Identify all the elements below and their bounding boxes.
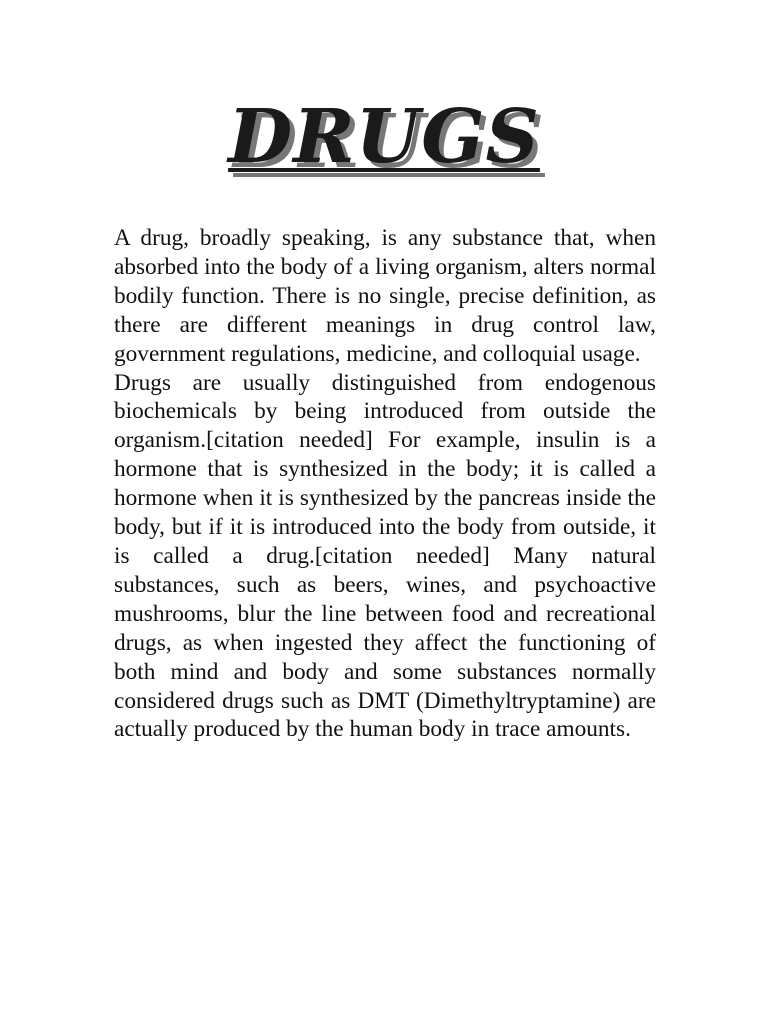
- title-container: [0, 94, 768, 180]
- paragraph-distinction: Drugs are usually distinguished from endogenous biochemicals by being introduced from outside the organism.[citation needed] For example, insulin is a hormone that is synthesized in the body; it is called a hormone when it is synthesized by the pancreas inside the body, but if it is introduced into the body from outside, it is called a drug.[citation needed] Many natural substances, such as beers, wines, and psychoactive mushrooms, blur the line between food and recreational drugs, as when ingested they affect the functioning of both mind and body and some substances normally considered drugs such as DMT (Dimethyltryptamine) are actually produced by the human body in trace amounts.: [114, 369, 656, 743]
- document-body: [114, 224, 656, 744]
- document-title: DRUGS: [228, 94, 540, 180]
- paragraph-definition: A drug, broadly speaking, is any substance that, when absorbed into the body of a living organism, alters normal bodily function. There is no single, precise definition, as there are different meanings in drug control law, government regulations, medicine, and colloquial usage.: [114, 225, 656, 367]
